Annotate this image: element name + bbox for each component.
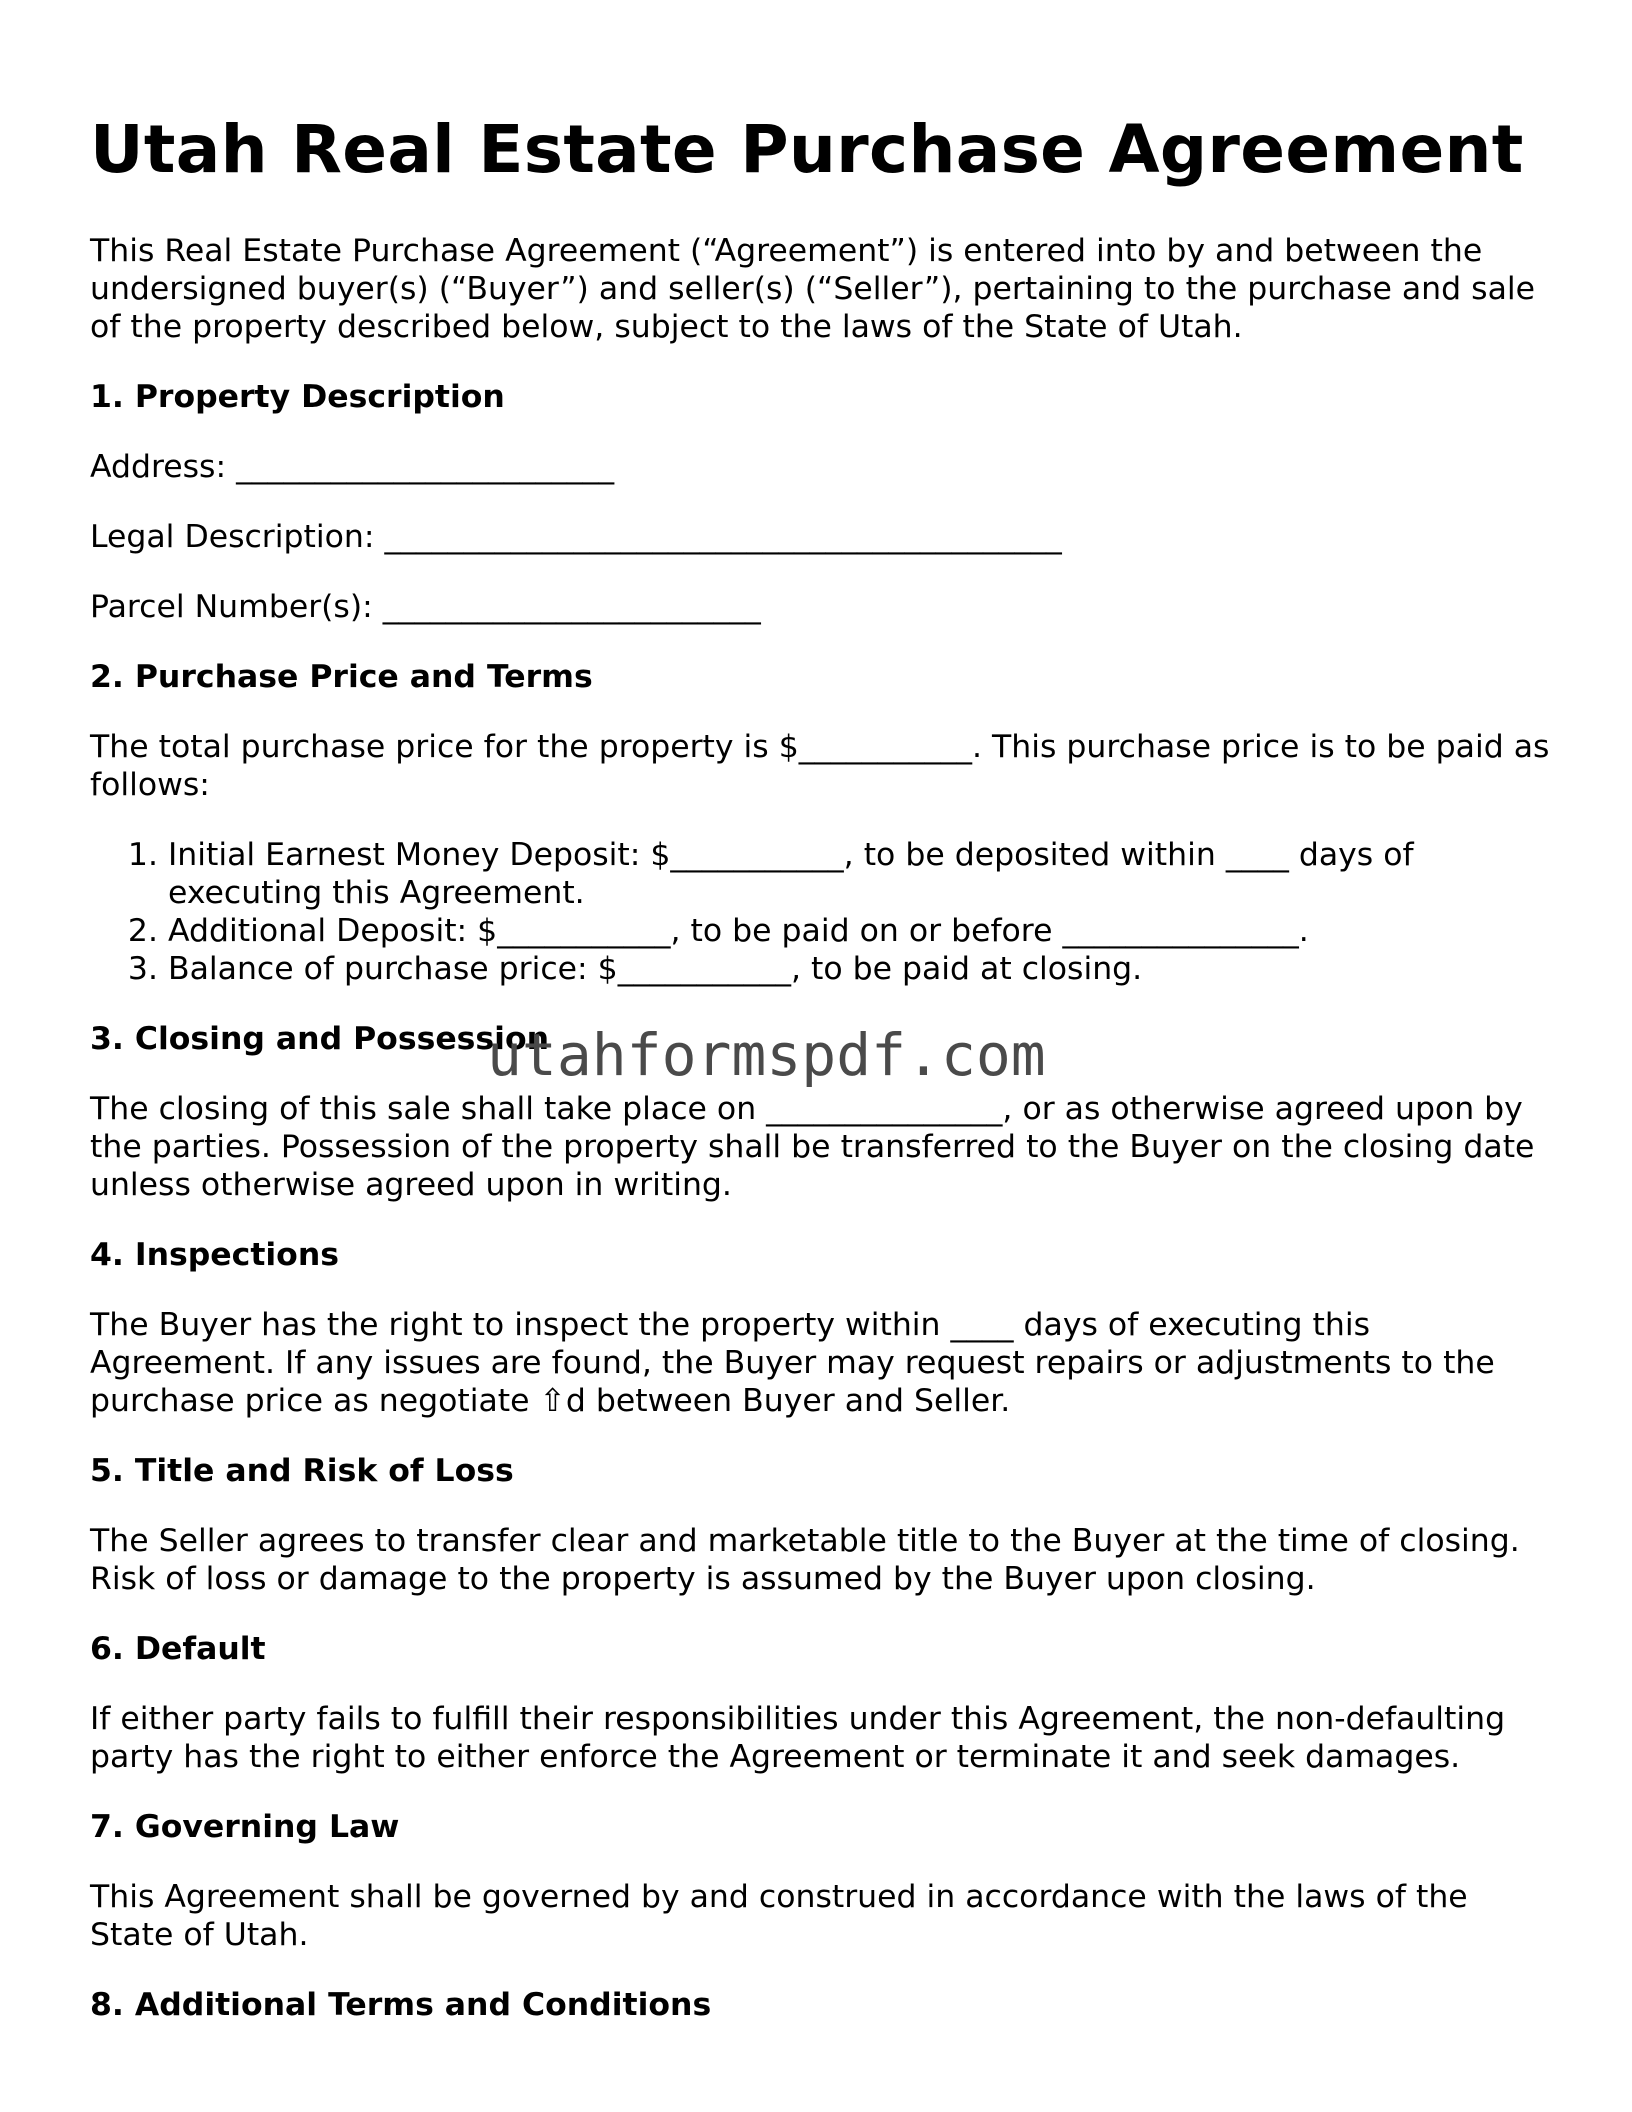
section-heading-default: 6. Default bbox=[90, 1631, 266, 1667]
section-heading-price: 2. Purchase Price and Terms bbox=[90, 659, 593, 695]
section-heading-additional: 8. Additional Terms and Conditions bbox=[90, 1987, 712, 2023]
address-field: Address: ________________________ bbox=[90, 449, 615, 485]
parcel-number-field: Parcel Number(s): ________________________ bbox=[90, 589, 761, 625]
section-heading-closing: 3. Closing and Possession bbox=[90, 1021, 550, 1057]
title-risk-paragraph: The Seller agrees to transfer clear and marketable title to the Buyer at the time of closing. Risk of loss or damage to the property is assumed by the Buyer upon closing. bbox=[90, 1523, 1520, 1597]
payment-list bbox=[90, 836, 1550, 988]
section-heading-title-risk: 5. Title and Risk of Loss bbox=[90, 1453, 514, 1489]
intro-paragraph: This Real Estate Purchase Agreement (“Agreement”) is entered into by and between the undersigned buyer(s) (“Buyer”) and seller(s) (“Seller”), pertaining to the purchase and sale of the property described below, subject to the laws of the State of Utah. bbox=[90, 233, 1536, 345]
section-heading-property: 1. Property Description bbox=[90, 379, 505, 415]
list-item: 2. Additional Deposit: $___________, to be paid on or before _______________. bbox=[168, 912, 1550, 950]
governing-law-paragraph: This Agreement shall be governed by and construed in accordance with the laws of the State of Utah. bbox=[90, 1879, 1468, 1953]
list-item: 1. Initial Earnest Money Deposit: $___________, to be deposited within ____ days of executing this Agreement. bbox=[168, 836, 1550, 912]
watermark: utahformspdf.com bbox=[487, 1021, 1046, 1089]
section-heading-governing-law: 7. Governing Law bbox=[90, 1809, 400, 1845]
price-paragraph: The total purchase price for the property is $___________. This purchase price is to be paid as follows: bbox=[90, 729, 1550, 803]
closing-paragraph: The closing of this sale shall take place on _______________, or as otherwise agreed upon by the parties. Possession of the property shall be transferred to the Buyer on the closing date unless otherwise agreed upon in writing. bbox=[90, 1091, 1535, 1203]
list-item: 3. Balance of purchase price: $___________, to be paid at closing. bbox=[168, 950, 1550, 988]
section-heading-inspections: 4. Inspections bbox=[90, 1237, 340, 1273]
document-title: Utah Real Estate Purchase Agreement bbox=[90, 111, 1524, 188]
inspections-paragraph: The Buyer has the right to inspect the property within ____ days of executing this Agreement. If any issues are found, the Buyer may request repairs or adjustments to the purchase price as negotiate ⇧d between Buyer and Seller. bbox=[90, 1307, 1495, 1419]
default-paragraph: If either party fails to fulfill their responsibilities under this Agreement, the non-defaulting party has the right to either enforce the Agreement or terminate it and seek damages. bbox=[90, 1701, 1506, 1775]
legal-description-field: Legal Description: ___________________________________________ bbox=[90, 519, 1062, 555]
